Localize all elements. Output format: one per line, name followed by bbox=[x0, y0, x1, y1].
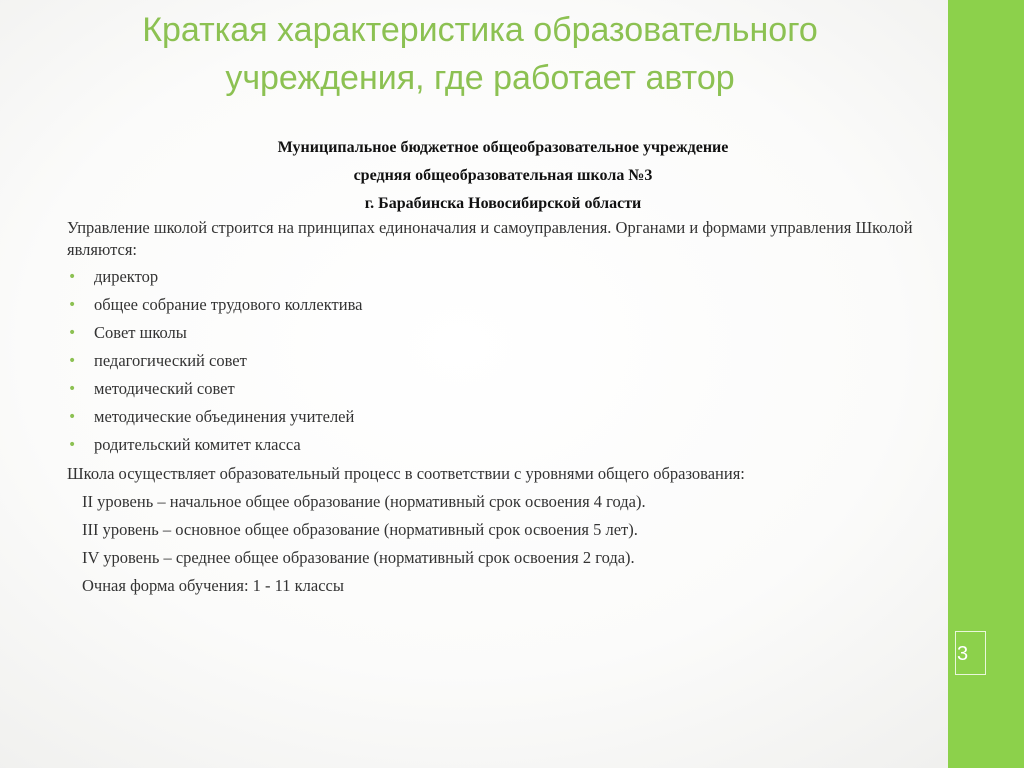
list-item bbox=[67, 319, 947, 347]
list-item-text: методический совет bbox=[94, 379, 235, 398]
list-item-text: Совет школы bbox=[94, 323, 187, 342]
education-level-item: II уровень – начальное общее образование (нормативный срок освоения 4 года). bbox=[82, 492, 646, 511]
list-item bbox=[67, 291, 947, 319]
slide-title-line-2: учреждения, где работает автор bbox=[225, 59, 735, 97]
organization-line-1: Муниципальное бюджетное общеобразовательное учреждение bbox=[277, 139, 729, 156]
list-item bbox=[67, 403, 947, 431]
bullet-dot-icon: • bbox=[68, 325, 77, 341]
bullet-dot-icon: • bbox=[68, 381, 77, 397]
page-number: 3 bbox=[955, 631, 986, 675]
list-item bbox=[67, 347, 947, 375]
organization-line-2: средняя общеобразовательная школа №3 bbox=[353, 167, 653, 184]
list-item bbox=[67, 375, 947, 403]
study-form-item: Очная форма обучения: 1 - 11 классы bbox=[82, 576, 344, 595]
organization-line-3: г. Барабинска Новосибирской области bbox=[364, 195, 642, 212]
management-intro: Управление школой строится на принципах единоначалия и самоуправления. Органами и формами управления Школой являются: bbox=[67, 218, 913, 259]
list-item-text: педагогический совет bbox=[94, 351, 247, 370]
slide-title bbox=[0, 6, 960, 102]
bullet-dot-icon: • bbox=[68, 353, 77, 369]
slide-body bbox=[67, 217, 947, 600]
education-levels-intro: Школа осуществляет образовательный процесс в соответствии с уровнями общего образования: bbox=[67, 464, 745, 483]
list-item-text: методические объединения учителей bbox=[94, 407, 355, 426]
list-item bbox=[67, 263, 947, 291]
governance-list bbox=[67, 263, 947, 459]
bullet-dot-icon: • bbox=[68, 437, 77, 453]
organization-header bbox=[90, 134, 916, 218]
education-levels bbox=[67, 488, 947, 600]
list-item bbox=[67, 431, 947, 459]
list-item-text: директор bbox=[94, 267, 159, 286]
education-level-item: IV уровень – среднее общее образование (нормативный срок освоения 2 года). bbox=[82, 548, 635, 567]
list-item-text: родительский комитет класса bbox=[94, 435, 301, 454]
list-item-text: общее собрание трудового коллектива bbox=[94, 295, 363, 314]
education-level-item: III уровень – основное общее образование (нормативный срок освоения 5 лет). bbox=[82, 520, 638, 539]
bullet-dot-icon: • bbox=[68, 269, 77, 285]
bullet-dot-icon: • bbox=[68, 297, 77, 313]
slide-title-line-1: Краткая характеристика образовательного bbox=[142, 11, 818, 49]
bullet-dot-icon: • bbox=[68, 409, 77, 425]
